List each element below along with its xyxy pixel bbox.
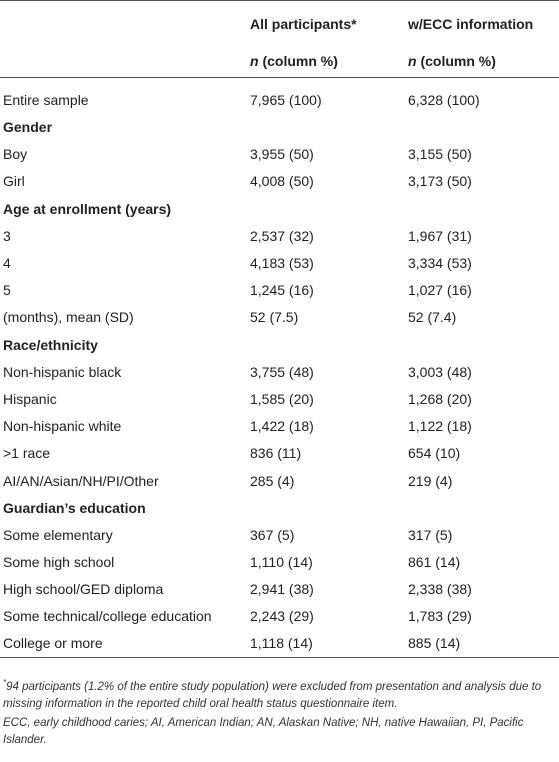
table-row bbox=[0, 549, 559, 576]
cell-all-participants: 1,245 (16) bbox=[250, 282, 314, 299]
cell-ecc-information: 1,268 (20) bbox=[408, 390, 472, 407]
cell-ecc-information: 861 (14) bbox=[408, 554, 461, 571]
table-row bbox=[0, 521, 559, 548]
row-label: Girl bbox=[3, 173, 25, 190]
cell-all-participants: 2,243 (29) bbox=[250, 608, 314, 625]
table-row bbox=[0, 277, 559, 304]
cell-ecc-information: 3,003 (48) bbox=[408, 363, 472, 380]
cell-all-participants: 285 (4) bbox=[250, 472, 295, 489]
row-label: Some elementary bbox=[3, 526, 113, 543]
cell-ecc-information: 219 (4) bbox=[408, 472, 453, 489]
cell-all-participants: 3,955 (50) bbox=[250, 146, 314, 163]
cell-ecc-information: 6,328 (100) bbox=[408, 92, 480, 109]
table-row bbox=[0, 413, 559, 440]
header-ecc-units bbox=[408, 46, 559, 78]
row-label: Hispanic bbox=[3, 390, 57, 407]
cell-all-participants: 1,585 (20) bbox=[250, 390, 314, 407]
cell-all-participants: 1,110 (14) bbox=[250, 554, 313, 571]
row-label: College or more bbox=[3, 635, 103, 652]
row-label: 3 bbox=[3, 227, 11, 244]
row-label: Some technical/college education bbox=[3, 608, 212, 625]
cell-all-participants: 836 (11) bbox=[250, 445, 302, 462]
table-row bbox=[0, 141, 559, 168]
section-row bbox=[0, 331, 559, 358]
row-label: Entire sample bbox=[3, 92, 89, 109]
table-row bbox=[0, 78, 559, 114]
section-label: Guardian’s education bbox=[3, 499, 146, 516]
row-label: Boy bbox=[3, 146, 28, 163]
row-label: AI/AN/Asian/NH/PI/Other bbox=[3, 472, 159, 489]
section-row bbox=[0, 195, 559, 222]
header-all-participants: All participants* bbox=[250, 16, 357, 33]
header-row-titles bbox=[0, 1, 559, 46]
table-row bbox=[0, 467, 559, 494]
table-row bbox=[0, 249, 559, 276]
header-ecc-n: n bbox=[408, 53, 417, 70]
table-notes bbox=[3, 674, 556, 751]
cell-ecc-information: 1,122 (18) bbox=[408, 418, 472, 435]
table-row bbox=[0, 304, 559, 331]
cell-ecc-information: 3,334 (53) bbox=[408, 255, 472, 272]
cell-all-participants: 1,118 (14) bbox=[250, 635, 313, 652]
row-label: (months), mean (SD) bbox=[3, 309, 134, 326]
cell-ecc-information: 1,967 (31) bbox=[408, 227, 472, 244]
table-row bbox=[0, 630, 559, 657]
cell-ecc-information: 1,027 (16) bbox=[408, 282, 472, 299]
cell-ecc-information: 3,155 (50) bbox=[408, 146, 472, 163]
footnote bbox=[3, 674, 556, 713]
cell-ecc-information: 654 (10) bbox=[408, 445, 461, 462]
cell-ecc-information: 885 (14) bbox=[408, 635, 461, 652]
section-row bbox=[0, 494, 559, 521]
cell-all-participants: 367 (5) bbox=[250, 526, 295, 543]
cell-all-participants: 2,941 (38) bbox=[250, 581, 314, 598]
table-row bbox=[0, 168, 559, 195]
section-label: Gender bbox=[3, 119, 53, 136]
header-all-units bbox=[250, 46, 408, 78]
footnote-mark: * bbox=[3, 678, 7, 687]
row-label: Non-hispanic white bbox=[3, 418, 122, 435]
header-ecc-information: w/ECC information bbox=[408, 16, 534, 33]
section-row bbox=[0, 114, 559, 141]
row-label: 5 bbox=[3, 282, 11, 299]
table-row bbox=[0, 576, 559, 603]
row-label: Some high school bbox=[3, 554, 115, 571]
header-row-units bbox=[0, 46, 559, 78]
table-row bbox=[0, 385, 559, 412]
table-row bbox=[0, 358, 559, 385]
header-all-pct: (column %) bbox=[258, 53, 338, 70]
table-body bbox=[0, 78, 559, 658]
row-label: Non-hispanic black bbox=[3, 363, 122, 380]
cell-ecc-information: 317 (5) bbox=[408, 526, 453, 543]
header-ecc-pct: (column %) bbox=[416, 53, 496, 70]
cell-ecc-information: 1,783 (29) bbox=[408, 608, 472, 625]
row-label: 4 bbox=[3, 255, 11, 272]
cell-all-participants: 2,537 (32) bbox=[250, 227, 314, 244]
table-row bbox=[0, 440, 559, 467]
cell-all-participants: 4,183 (53) bbox=[250, 255, 314, 272]
table-row bbox=[0, 222, 559, 249]
section-label: Age at enrollment (years) bbox=[3, 200, 172, 217]
cell-ecc-information: 2,338 (38) bbox=[408, 581, 472, 598]
section-label: Race/ethnicity bbox=[3, 336, 98, 353]
cell-all-participants: 7,965 (100) bbox=[250, 92, 322, 109]
table-row bbox=[0, 603, 559, 630]
footnote-text: 94 participants (1.2% of the entire study population) were excluded from presentation and analysis due to missing information in the reported child oral health status questionnaire item. bbox=[3, 680, 542, 710]
header-blank-2 bbox=[0, 46, 250, 78]
row-label: High school/GED diploma bbox=[3, 581, 164, 598]
abbreviations-note: ECC, early childhood caries; AI, American Indian; AN, Alaskan Native; NH, native Hawaiian, PI, Pacific Islander. bbox=[3, 716, 524, 746]
row-label: >1 race bbox=[3, 445, 51, 462]
header-all-n: n bbox=[250, 53, 259, 70]
cell-all-participants: 3,755 (48) bbox=[250, 363, 314, 380]
cell-all-participants: 1,422 (18) bbox=[250, 418, 314, 435]
cell-ecc-information: 52 (7.4) bbox=[408, 309, 457, 326]
cell-all-participants: 52 (7.5) bbox=[250, 309, 299, 326]
header-blank bbox=[0, 1, 250, 46]
cell-all-participants: 4,008 (50) bbox=[250, 173, 314, 190]
cell-ecc-information: 3,173 (50) bbox=[408, 173, 472, 190]
